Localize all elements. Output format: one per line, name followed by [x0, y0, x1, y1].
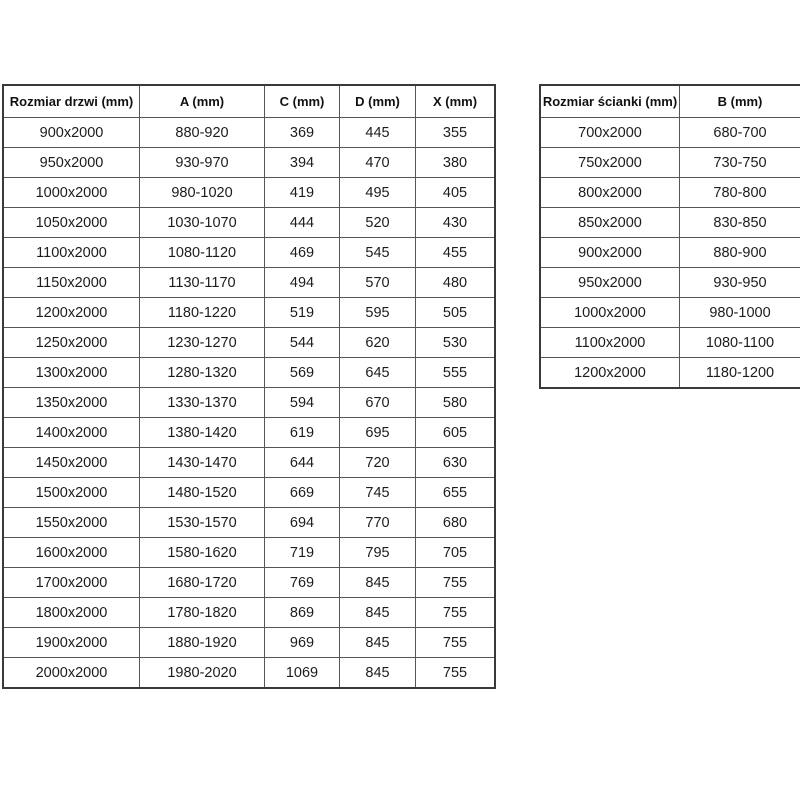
table-cell: 620 [340, 328, 416, 358]
table-cell: 1980-2020 [140, 658, 265, 689]
table-cell: 980-1000 [680, 298, 800, 328]
column-header: D (mm) [340, 85, 416, 118]
table-cell: 455 [416, 238, 496, 268]
table-cell: 445 [340, 118, 416, 148]
table-cell: 419 [265, 178, 340, 208]
table-cell: 845 [340, 658, 416, 689]
table-cell: 1000x2000 [540, 298, 680, 328]
table-cell: 655 [416, 478, 496, 508]
wall-size-table-body [540, 118, 800, 389]
table-cell: 1080-1120 [140, 238, 265, 268]
table-cell: 1550x2000 [3, 508, 140, 538]
table-cell: 1150x2000 [3, 268, 140, 298]
table-cell: 619 [265, 418, 340, 448]
table-row [3, 538, 495, 568]
table-row [540, 118, 800, 148]
table-cell: 645 [340, 358, 416, 388]
table-cell: 1400x2000 [3, 418, 140, 448]
column-header: X (mm) [416, 85, 496, 118]
table-row [3, 208, 495, 238]
table-row [540, 148, 800, 178]
table-cell: 1780-1820 [140, 598, 265, 628]
table-cell: 1050x2000 [3, 208, 140, 238]
table-cell: 380 [416, 148, 496, 178]
table-row [540, 178, 800, 208]
table-cell: 1130-1170 [140, 268, 265, 298]
table-cell: 470 [340, 148, 416, 178]
table-cell: 1680-1720 [140, 568, 265, 598]
table-cell: 1300x2000 [3, 358, 140, 388]
table-cell: 869 [265, 598, 340, 628]
table-cell: 1180-1220 [140, 298, 265, 328]
table-cell: 1100x2000 [540, 328, 680, 358]
table-row [3, 628, 495, 658]
table-cell: 1069 [265, 658, 340, 689]
table-cell: 1080-1100 [680, 328, 800, 358]
table-row [3, 118, 495, 148]
table-cell: 444 [265, 208, 340, 238]
table-cell: 1800x2000 [3, 598, 140, 628]
table-cell: 494 [265, 268, 340, 298]
table-cell: 1880-1920 [140, 628, 265, 658]
table-cell: 1500x2000 [3, 478, 140, 508]
table-row [3, 658, 495, 689]
table-row [3, 448, 495, 478]
table-cell: 519 [265, 298, 340, 328]
table-cell: 1430-1470 [140, 448, 265, 478]
table-cell: 755 [416, 658, 496, 689]
column-header: B (mm) [680, 85, 800, 118]
table-row [3, 268, 495, 298]
table-cell: 930-950 [680, 268, 800, 298]
table-cell: 795 [340, 538, 416, 568]
table-cell: 700x2000 [540, 118, 680, 148]
header-row [540, 85, 800, 118]
column-header: C (mm) [265, 85, 340, 118]
wall-size-table [539, 84, 800, 389]
table-cell: 745 [340, 478, 416, 508]
table-cell: 369 [265, 118, 340, 148]
table-cell: 1000x2000 [3, 178, 140, 208]
table-row [3, 568, 495, 598]
table-cell: 594 [265, 388, 340, 418]
table-cell: 770 [340, 508, 416, 538]
table-cell: 950x2000 [3, 148, 140, 178]
table-cell: 769 [265, 568, 340, 598]
table-row [3, 598, 495, 628]
table-row [3, 238, 495, 268]
table-row [3, 298, 495, 328]
table-cell: 950x2000 [540, 268, 680, 298]
table-cell: 1350x2000 [3, 388, 140, 418]
table-cell: 755 [416, 568, 496, 598]
table-cell: 1200x2000 [540, 358, 680, 389]
table-cell: 1530-1570 [140, 508, 265, 538]
table-row [3, 388, 495, 418]
table-cell: 755 [416, 598, 496, 628]
table-cell: 1330-1370 [140, 388, 265, 418]
table-cell: 719 [265, 538, 340, 568]
door-size-table-header [3, 85, 495, 118]
table-row [3, 508, 495, 538]
table-cell: 495 [340, 178, 416, 208]
table-cell: 1030-1070 [140, 208, 265, 238]
table-row [3, 418, 495, 448]
table-cell: 930-970 [140, 148, 265, 178]
table-cell: 720 [340, 448, 416, 478]
table-row [3, 328, 495, 358]
table-row [540, 268, 800, 298]
table-cell: 1200x2000 [3, 298, 140, 328]
table-cell: 1230-1270 [140, 328, 265, 358]
wall-size-table-header [540, 85, 800, 118]
table-cell: 595 [340, 298, 416, 328]
table-cell: 680-700 [680, 118, 800, 148]
table-cell: 730-750 [680, 148, 800, 178]
table-cell: 1280-1320 [140, 358, 265, 388]
table-cell: 555 [416, 358, 496, 388]
table-cell: 1480-1520 [140, 478, 265, 508]
column-header: A (mm) [140, 85, 265, 118]
table-cell: 1450x2000 [3, 448, 140, 478]
table-cell: 1100x2000 [3, 238, 140, 268]
table-row [540, 238, 800, 268]
table-cell: 1250x2000 [3, 328, 140, 358]
table-cell: 900x2000 [3, 118, 140, 148]
table-cell: 545 [340, 238, 416, 268]
door-size-table [2, 84, 496, 689]
column-header: Rozmiar drzwi (mm) [3, 85, 140, 118]
table-cell: 1700x2000 [3, 568, 140, 598]
header-row [3, 85, 495, 118]
table-cell: 1180-1200 [680, 358, 800, 389]
table-cell: 2000x2000 [3, 658, 140, 689]
table-cell: 969 [265, 628, 340, 658]
table-cell: 694 [265, 508, 340, 538]
table-cell: 630 [416, 448, 496, 478]
table-cell: 480 [416, 268, 496, 298]
table-row [3, 178, 495, 208]
table-row [3, 478, 495, 508]
table-cell: 705 [416, 538, 496, 568]
table-row [3, 358, 495, 388]
table-row [3, 148, 495, 178]
table-cell: 880-920 [140, 118, 265, 148]
table-cell: 644 [265, 448, 340, 478]
table-cell: 845 [340, 598, 416, 628]
table-cell: 900x2000 [540, 238, 680, 268]
table-cell: 1380-1420 [140, 418, 265, 448]
table-cell: 1900x2000 [3, 628, 140, 658]
table-cell: 430 [416, 208, 496, 238]
table-cell: 505 [416, 298, 496, 328]
table-cell: 850x2000 [540, 208, 680, 238]
table-cell: 755 [416, 628, 496, 658]
table-cell: 469 [265, 238, 340, 268]
table-cell: 845 [340, 568, 416, 598]
table-cell: 605 [416, 418, 496, 448]
table-cell: 530 [416, 328, 496, 358]
table-cell: 680 [416, 508, 496, 538]
table-cell: 670 [340, 388, 416, 418]
table-cell: 1600x2000 [3, 538, 140, 568]
table-cell: 355 [416, 118, 496, 148]
table-row [540, 358, 800, 389]
table-cell: 580 [416, 388, 496, 418]
table-row [540, 208, 800, 238]
table-row [540, 298, 800, 328]
table-row [540, 328, 800, 358]
table-cell: 880-900 [680, 238, 800, 268]
table-cell: 1580-1620 [140, 538, 265, 568]
door-size-table-body [3, 118, 495, 689]
column-header: Rozmiar ścianki (mm) [540, 85, 680, 118]
table-cell: 570 [340, 268, 416, 298]
table-cell: 750x2000 [540, 148, 680, 178]
table-cell: 569 [265, 358, 340, 388]
table-cell: 830-850 [680, 208, 800, 238]
table-cell: 800x2000 [540, 178, 680, 208]
table-cell: 405 [416, 178, 496, 208]
table-cell: 695 [340, 418, 416, 448]
table-cell: 520 [340, 208, 416, 238]
table-cell: 980-1020 [140, 178, 265, 208]
table-cell: 394 [265, 148, 340, 178]
table-cell: 845 [340, 628, 416, 658]
table-cell: 780-800 [680, 178, 800, 208]
table-cell: 669 [265, 478, 340, 508]
table-cell: 544 [265, 328, 340, 358]
